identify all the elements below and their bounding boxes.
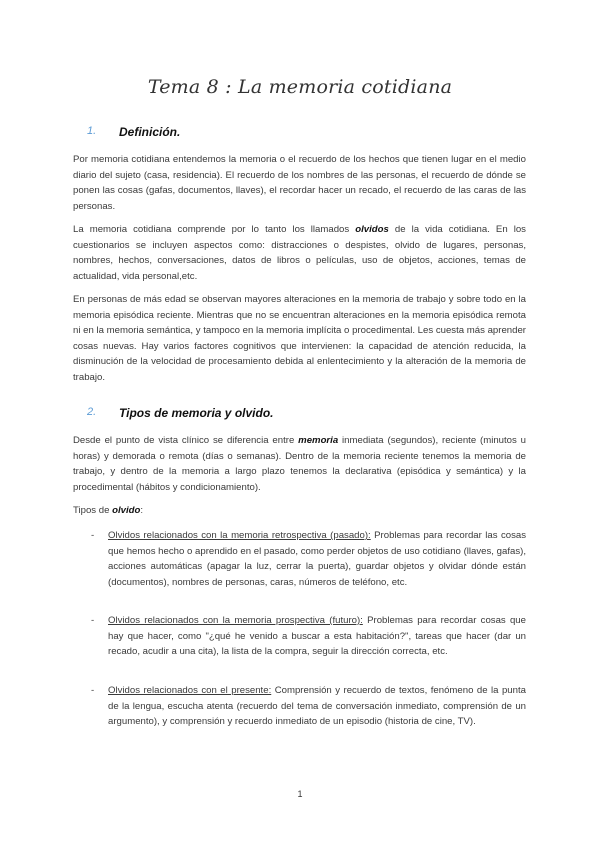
keyword: memoria: [298, 435, 339, 446]
list-item-text: Problemas para recordar cosas que hay que hacer, como "¿qué he venido a buscar a esta habitación?", tareas que hacer (dar un recado, acudir a una cita), la lista de la compra, seguir la dirección correcta, etc.: [108, 615, 526, 658]
paragraph: Por memoria cotidiana entendemos la memoria o el recuerdo de los hechos que tienen lugar en el medio diario del sujeto (casa, residencia). El recuerdo de los nombres de las personas, el recuerdo de dónde se ponen las cosas (gafas, documentos, llaves), el recordar hacer un recado, el recuerdo de las caras de las personas.: [73, 154, 526, 212]
section-title: Definición.: [119, 125, 181, 139]
section-number: 2.: [87, 406, 97, 418]
paragraph: [73, 503, 526, 519]
section-title: Tipos de memoria y olvido.: [119, 406, 274, 420]
paragraph: [73, 222, 526, 284]
section-heading-definicion: [87, 125, 181, 139]
text-run: Desde el punto de vista clínico se diferencia entre: [73, 435, 299, 446]
section-number: 1.: [87, 125, 97, 137]
list-item-text: Problemas para recordar las cosas que hemos hecho o aprendido en el pasado, como perder objetos de uso cotidiano (llaves, gafas), acciones automáticas (apagar la luz, cerrar la puerta), guardar objetos y olvidar dónde están (documentos), nombres de personas, caras, números de teléfono, etc.: [108, 530, 527, 588]
list-item: [91, 683, 526, 730]
list-item: [91, 528, 527, 590]
text-run: inmediata (segundos), reciente (minutos u horas) y demorada o remota (días o semanas). Dentro de la memoria reciente tenemos la memoria de trabajo, y dentro de la memoria a largo plazo tenemos la declarativa (episódica y semántica) y la procedimental (hábitos y condicionamiento).: [73, 435, 527, 493]
keyword: olvidos: [355, 224, 389, 235]
text-run: Tipos de: [73, 505, 113, 516]
bullet-dash: -: [91, 685, 95, 696]
page-title: Tema 8 : La memoria cotidiana: [147, 76, 453, 98]
list-item-title: Olvidos relacionados con la memoria prospectiva (futuro):: [108, 615, 363, 626]
list-item: [91, 613, 526, 660]
keyword: olvido: [112, 505, 141, 516]
text-run: :: [140, 505, 144, 516]
paragraph: En personas de más edad se observan mayores alteraciones en la memoria de trabajo y sobre todo en la memoria episódica reciente. Mientras que no se encuentran alteraciones en la memoria episódica remota ni en la memoria semántica, y tampoco en la memoria implícita o procedimental. Les cuesta más aprender cosas nuevas. Hay varios factores cognitivos que intervienen: la capacidad de atención reducida, la disminución de la velocidad de procesamiento debida al enlentecimiento y la alteración de la memoria de trabajo.: [73, 294, 526, 383]
paragraph: [73, 433, 526, 495]
list-item-title: Olvidos relacionados con el presente:: [108, 685, 272, 696]
list-item-title: Olvidos relacionados con la memoria retrospectiva (pasado):: [108, 530, 371, 541]
text-run: La memoria cotidiana comprende por lo tanto los llamados: [73, 224, 356, 235]
text-run: de la vida cotidiana. En los cuestionarios se incluyen aspectos como: distracciones o despistes, olvido de lugares, personas, nombres, hechos, conversaciones, datos de libros o películas, uso de objetos, acciones, temas de actualidad, vida personal,etc.: [73, 224, 526, 282]
list-item-text: Comprensión y recuerdo de textos, fenómeno de la punta de la lengua, escucha atenta (recuerdo del tema de conversación inmediato, comprensión de un argumento), y comprensión y recuerdo inmediato de un episodio (historia de cine, TV).: [108, 685, 526, 728]
bullet-dash: -: [91, 530, 95, 541]
section-heading-tipos: [87, 406, 274, 420]
page-number: 1: [297, 789, 303, 799]
bullet-dash: -: [91, 615, 95, 626]
